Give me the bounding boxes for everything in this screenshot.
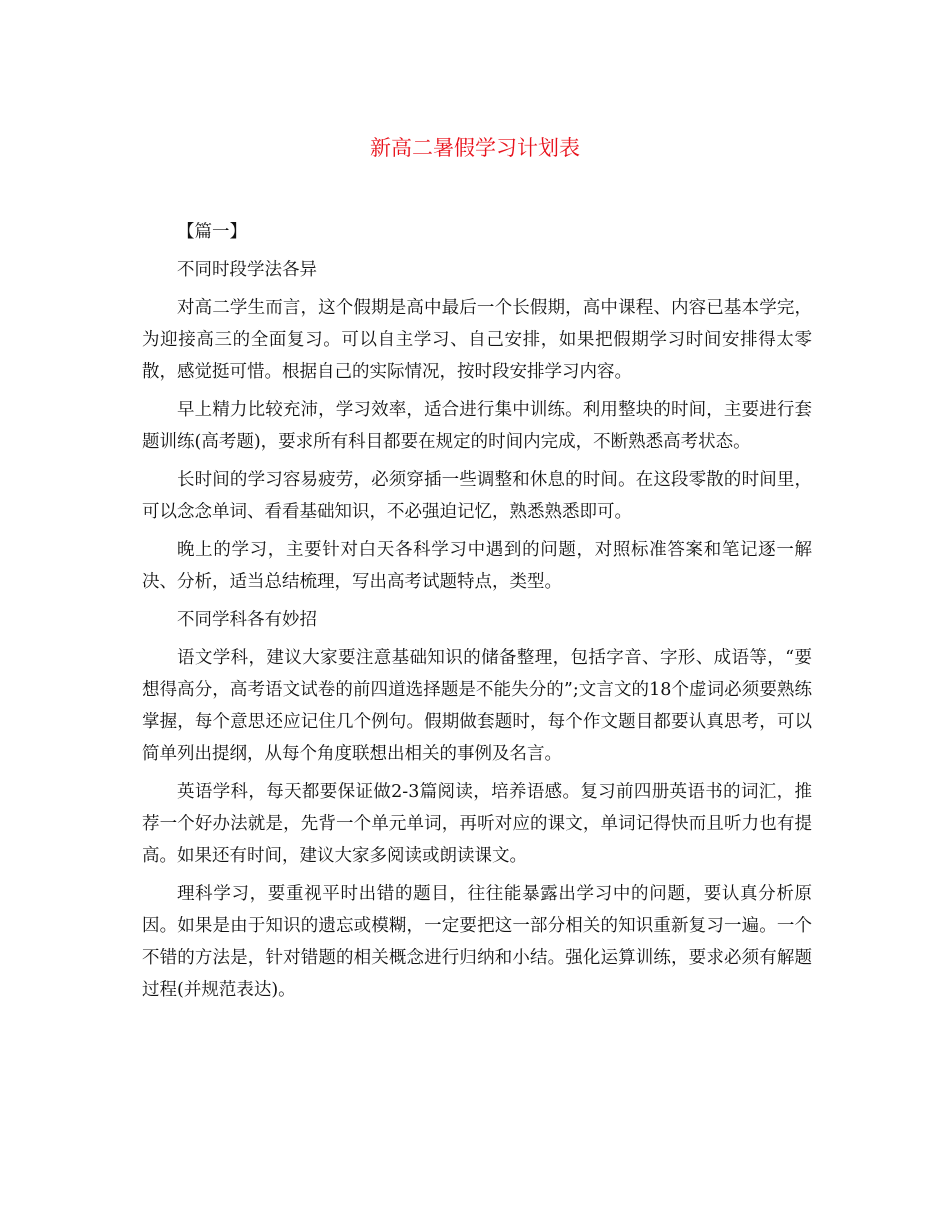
paragraph-intro: 对高二学生而言，这个假期是高中最后一个长假期，高中课程、内容已基本学完，为迎接高三的全面复习。可以自主学习、自己安排，如果把假期学习时间安排得太零散，感觉挺可惜。根据自己的实际情况，按时段安排学习内容。 xyxy=(142,298,812,382)
paragraph-morning: 早上精力比较充沛，学习效率，适合进行集中训练。利用整块的时间，主要进行套题训练(高考题)，要求所有科目都要在规定的时间内完成，不断熟悉高考状态。 xyxy=(142,400,812,452)
paragraph-chinese: 语文学科，建议大家要注意基础知识的储备整理，包括字音、字形、成语等，“要想得高分，高考语文试卷的前四道选择题是不能失分的”;文言文的18个虚词必须要熟练掌握，每个意思还应记住几个例句。假期做套题时，每个作文题目都要认真思考，可以简单列出提纲，从每个角度联想出相关的事例及名言。 xyxy=(142,648,812,764)
paragraph-breaks: 长时间的学习容易疲劳，必须穿插一些调整和休息的时间。在这段零散的时间里，可以念念单词、看看基础知识，不必强迫记忆，熟悉熟悉即可。 xyxy=(142,470,812,522)
paragraph-evening: 晚上的学习，主要针对白天各科学习中遇到的问题，对照标准答案和笔记逐一解决、分析，适当总结梳理，写出高考试题特点，类型。 xyxy=(142,540,812,592)
subheading-subjects: 不同学科各有妙招 xyxy=(177,610,317,630)
section-label: 【篇一】 xyxy=(177,222,247,242)
document-title: 新高二暑假学习计划表 xyxy=(370,136,580,160)
document-body xyxy=(142,216,812,1006)
paragraph-science: 理科学习，要重视平时出错的题目，往往能暴露出学习中的问题，要认真分析原因。如果是由于知识的遗忘或模糊，一定要把这一部分相关的知识重新复习一遍。一个不错的方法是，针对错题的相关概念进行归纳和小结。强化运算训练，要求必须有解题过程(并规范表达)。 xyxy=(142,884,812,1000)
paragraph-english: 英语学科，每天都要保证做2-3篇阅读，培养语感。复习前四册英语书的词汇，推荐一个好办法就是，先背一个单元单词，再听对应的课文，单词记得快而且听力也有提高。如果还有时间，建议大家多阅读或朗读课文。 xyxy=(142,782,812,866)
subheading-time-periods: 不同时段学法各异 xyxy=(177,260,317,280)
